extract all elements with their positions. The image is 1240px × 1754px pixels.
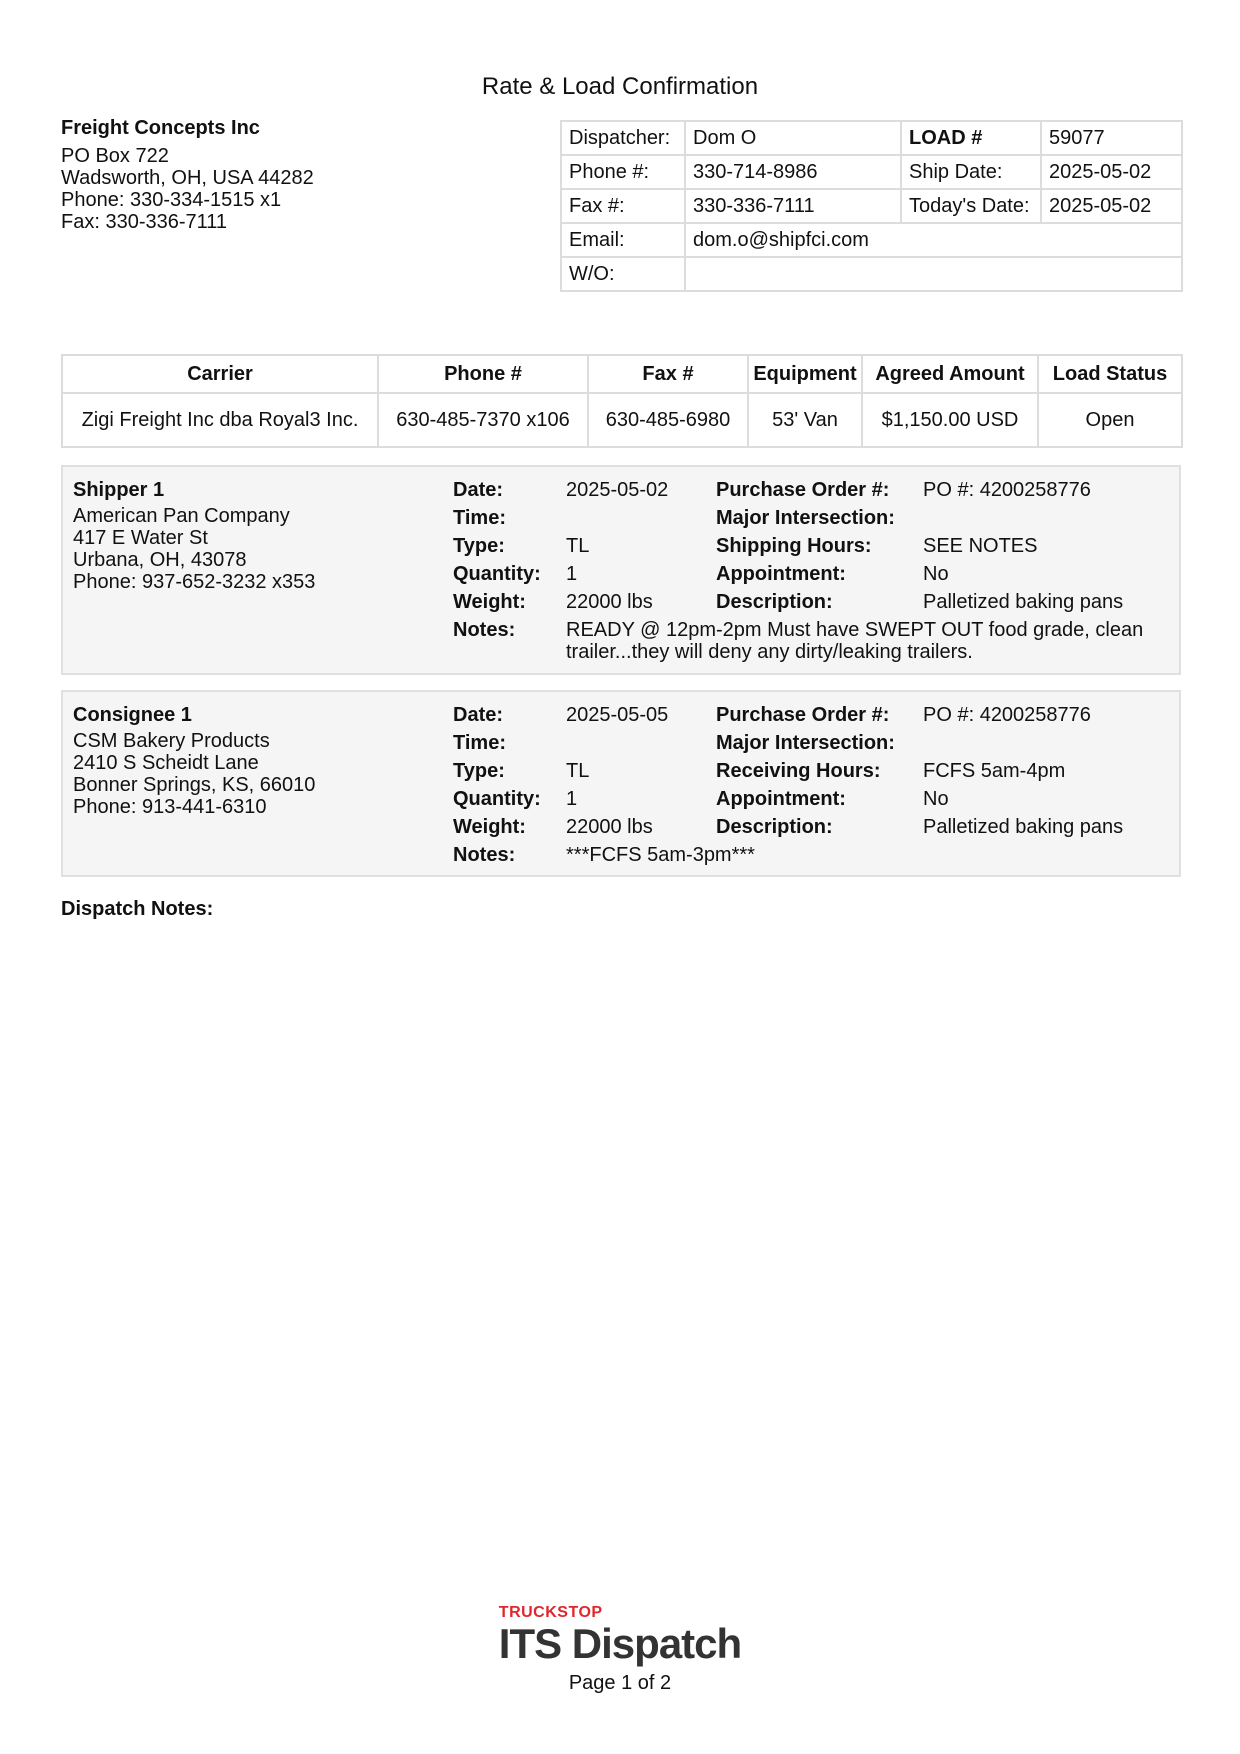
- consignee-city: Bonner Springs, KS, 66010: [73, 774, 316, 796]
- carrier-fax: 630-485-6980: [588, 393, 748, 447]
- description-label: Description:: [716, 591, 833, 613]
- dispatcher-label: Dispatcher:: [561, 121, 685, 155]
- ship-date-label: Ship Date:: [901, 155, 1041, 189]
- company-phone: Phone: 330-334-1515 x1: [61, 189, 282, 211]
- shipper-address-block: [73, 477, 433, 593]
- truckstop-logo-text: TRUCKSTOP: [498, 1604, 603, 1621]
- dispatcher-value: Dom O: [685, 121, 901, 155]
- shipper-details: [453, 477, 1175, 663]
- consignee-title: Consignee 1: [73, 704, 192, 726]
- table-row: [561, 223, 1182, 257]
- company-address-line: Wadsworth, OH, USA 44282: [61, 167, 314, 189]
- description-value: Palletized baking pans: [923, 591, 1124, 613]
- todays-date-label: Today's Date:: [901, 189, 1041, 223]
- its-dispatch-logo: [0, 1604, 1240, 1666]
- purchase-order-value: PO #: 4200258776: [923, 704, 1091, 726]
- page-number: Page 1 of 2: [568, 1672, 672, 1694]
- carrier-phone: 630-485-7370 x106: [378, 393, 588, 447]
- dispatch-info-table: [560, 120, 1183, 292]
- shipping-hours-value: SEE NOTES: [923, 535, 1038, 557]
- load-number-label: LOAD #: [901, 121, 1041, 155]
- column-header-agreed-amount: Agreed Amount: [862, 355, 1038, 393]
- column-header-phone: Phone #: [378, 355, 588, 393]
- consignee-street: 2410 S Scheidt Lane: [73, 752, 259, 774]
- dispatch-notes-label: Dispatch Notes:: [61, 898, 214, 920]
- wo-label: W/O:: [561, 257, 685, 291]
- column-header-equipment: Equipment: [748, 355, 862, 393]
- date-label: Date:: [453, 479, 504, 501]
- agreed-amount: $1,150.00 USD: [862, 393, 1038, 447]
- consignee-details: [453, 702, 1175, 866]
- company-name: Freight Concepts Inc: [61, 117, 260, 139]
- description-label: Description:: [716, 816, 833, 838]
- column-header-load-status: Load Status: [1038, 355, 1182, 393]
- notes-value: ***FCFS 5am-3pm***: [566, 844, 755, 866]
- table-header-row: [62, 355, 1182, 393]
- table-row: [561, 189, 1182, 223]
- weight-label: Weight:: [453, 816, 526, 838]
- date-value: 2025-05-05: [566, 704, 669, 726]
- table-row: [561, 155, 1182, 189]
- table-row: [561, 121, 1182, 155]
- type-label: Type:: [453, 760, 505, 782]
- notes-value: READY @ 12pm-2pm Must have SWEPT OUT food grade, clean trailer...they will deny any dirty/leaking trailers.: [566, 619, 1144, 663]
- phone-value: 330-714-8986: [685, 155, 901, 189]
- shipper-name: American Pan Company: [73, 505, 290, 527]
- quantity-value: 1: [566, 788, 578, 810]
- purchase-order-value: PO #: 4200258776: [923, 479, 1091, 501]
- table-row: [62, 393, 1182, 447]
- weight-value: 22000 lbs: [566, 591, 653, 613]
- carrier-name: Zigi Freight Inc dba Royal3 Inc.: [62, 393, 378, 447]
- purchase-order-label: Purchase Order #:: [716, 704, 890, 726]
- ship-date-value: 2025-05-02: [1041, 155, 1182, 189]
- shipper-phone: Phone: 937-652-3232 x353: [73, 571, 316, 593]
- shipper-section: [61, 465, 1181, 675]
- company-address-line: PO Box 722: [61, 145, 169, 167]
- carrier-equipment: 53' Van: [748, 393, 862, 447]
- email-value: dom.o@shipfci.com: [685, 223, 1182, 257]
- consignee-phone: Phone: 913-441-6310: [73, 796, 267, 818]
- date-label: Date:: [453, 704, 504, 726]
- company-address-block: [61, 117, 481, 233]
- shipper-street: 417 E Water St: [73, 527, 208, 549]
- consignee-section: [61, 690, 1181, 877]
- appointment-value: No: [923, 563, 949, 585]
- purchase-order-label: Purchase Order #:: [716, 479, 890, 501]
- type-value: TL: [566, 535, 590, 557]
- fax-value: 330-336-7111: [685, 189, 901, 223]
- consignee-name: CSM Bakery Products: [73, 730, 270, 752]
- weight-value: 22000 lbs: [566, 816, 653, 838]
- quantity-value: 1: [566, 563, 578, 585]
- major-intersection-label: Major Intersection:: [716, 507, 895, 529]
- phone-label: Phone #:: [561, 155, 685, 189]
- email-label: Email:: [561, 223, 685, 257]
- company-fax: Fax: 330-336-7111: [61, 211, 228, 233]
- appointment-value: No: [923, 788, 949, 810]
- todays-date-value: 2025-05-02: [1041, 189, 1182, 223]
- shipper-city: Urbana, OH, 43078: [73, 549, 247, 571]
- document-title: Rate & Load Confirmation: [481, 73, 759, 100]
- receiving-hours-label: Receiving Hours:: [716, 760, 881, 782]
- time-label: Time:: [453, 732, 506, 754]
- load-number-value: 59077: [1041, 121, 1182, 155]
- type-label: Type:: [453, 535, 505, 557]
- weight-label: Weight:: [453, 591, 526, 613]
- date-value: 2025-05-02: [566, 479, 669, 501]
- quantity-label: Quantity:: [453, 563, 541, 585]
- time-label: Time:: [453, 507, 506, 529]
- major-intersection-label: Major Intersection:: [716, 732, 895, 754]
- column-header-fax: Fax #: [588, 355, 748, 393]
- consignee-address-block: [73, 702, 433, 818]
- wo-value: [685, 257, 1182, 291]
- receiving-hours-value: FCFS 5am-4pm: [923, 760, 1066, 782]
- appointment-label: Appointment:: [716, 563, 846, 585]
- notes-label: Notes:: [453, 619, 516, 641]
- shipper-title: Shipper 1: [73, 479, 165, 501]
- carrier-table: [61, 354, 1183, 448]
- shipping-hours-label: Shipping Hours:: [716, 535, 872, 557]
- type-value: TL: [566, 760, 590, 782]
- description-value: Palletized baking pans: [923, 816, 1124, 838]
- column-header-carrier: Carrier: [62, 355, 378, 393]
- table-row: [561, 257, 1182, 291]
- quantity-label: Quantity:: [453, 788, 541, 810]
- its-dispatch-logo-text: ITS Dispatch: [498, 1620, 742, 1667]
- load-status: Open: [1038, 393, 1182, 447]
- appointment-label: Appointment:: [716, 788, 846, 810]
- fax-label: Fax #:: [561, 189, 685, 223]
- notes-label: Notes:: [453, 844, 516, 866]
